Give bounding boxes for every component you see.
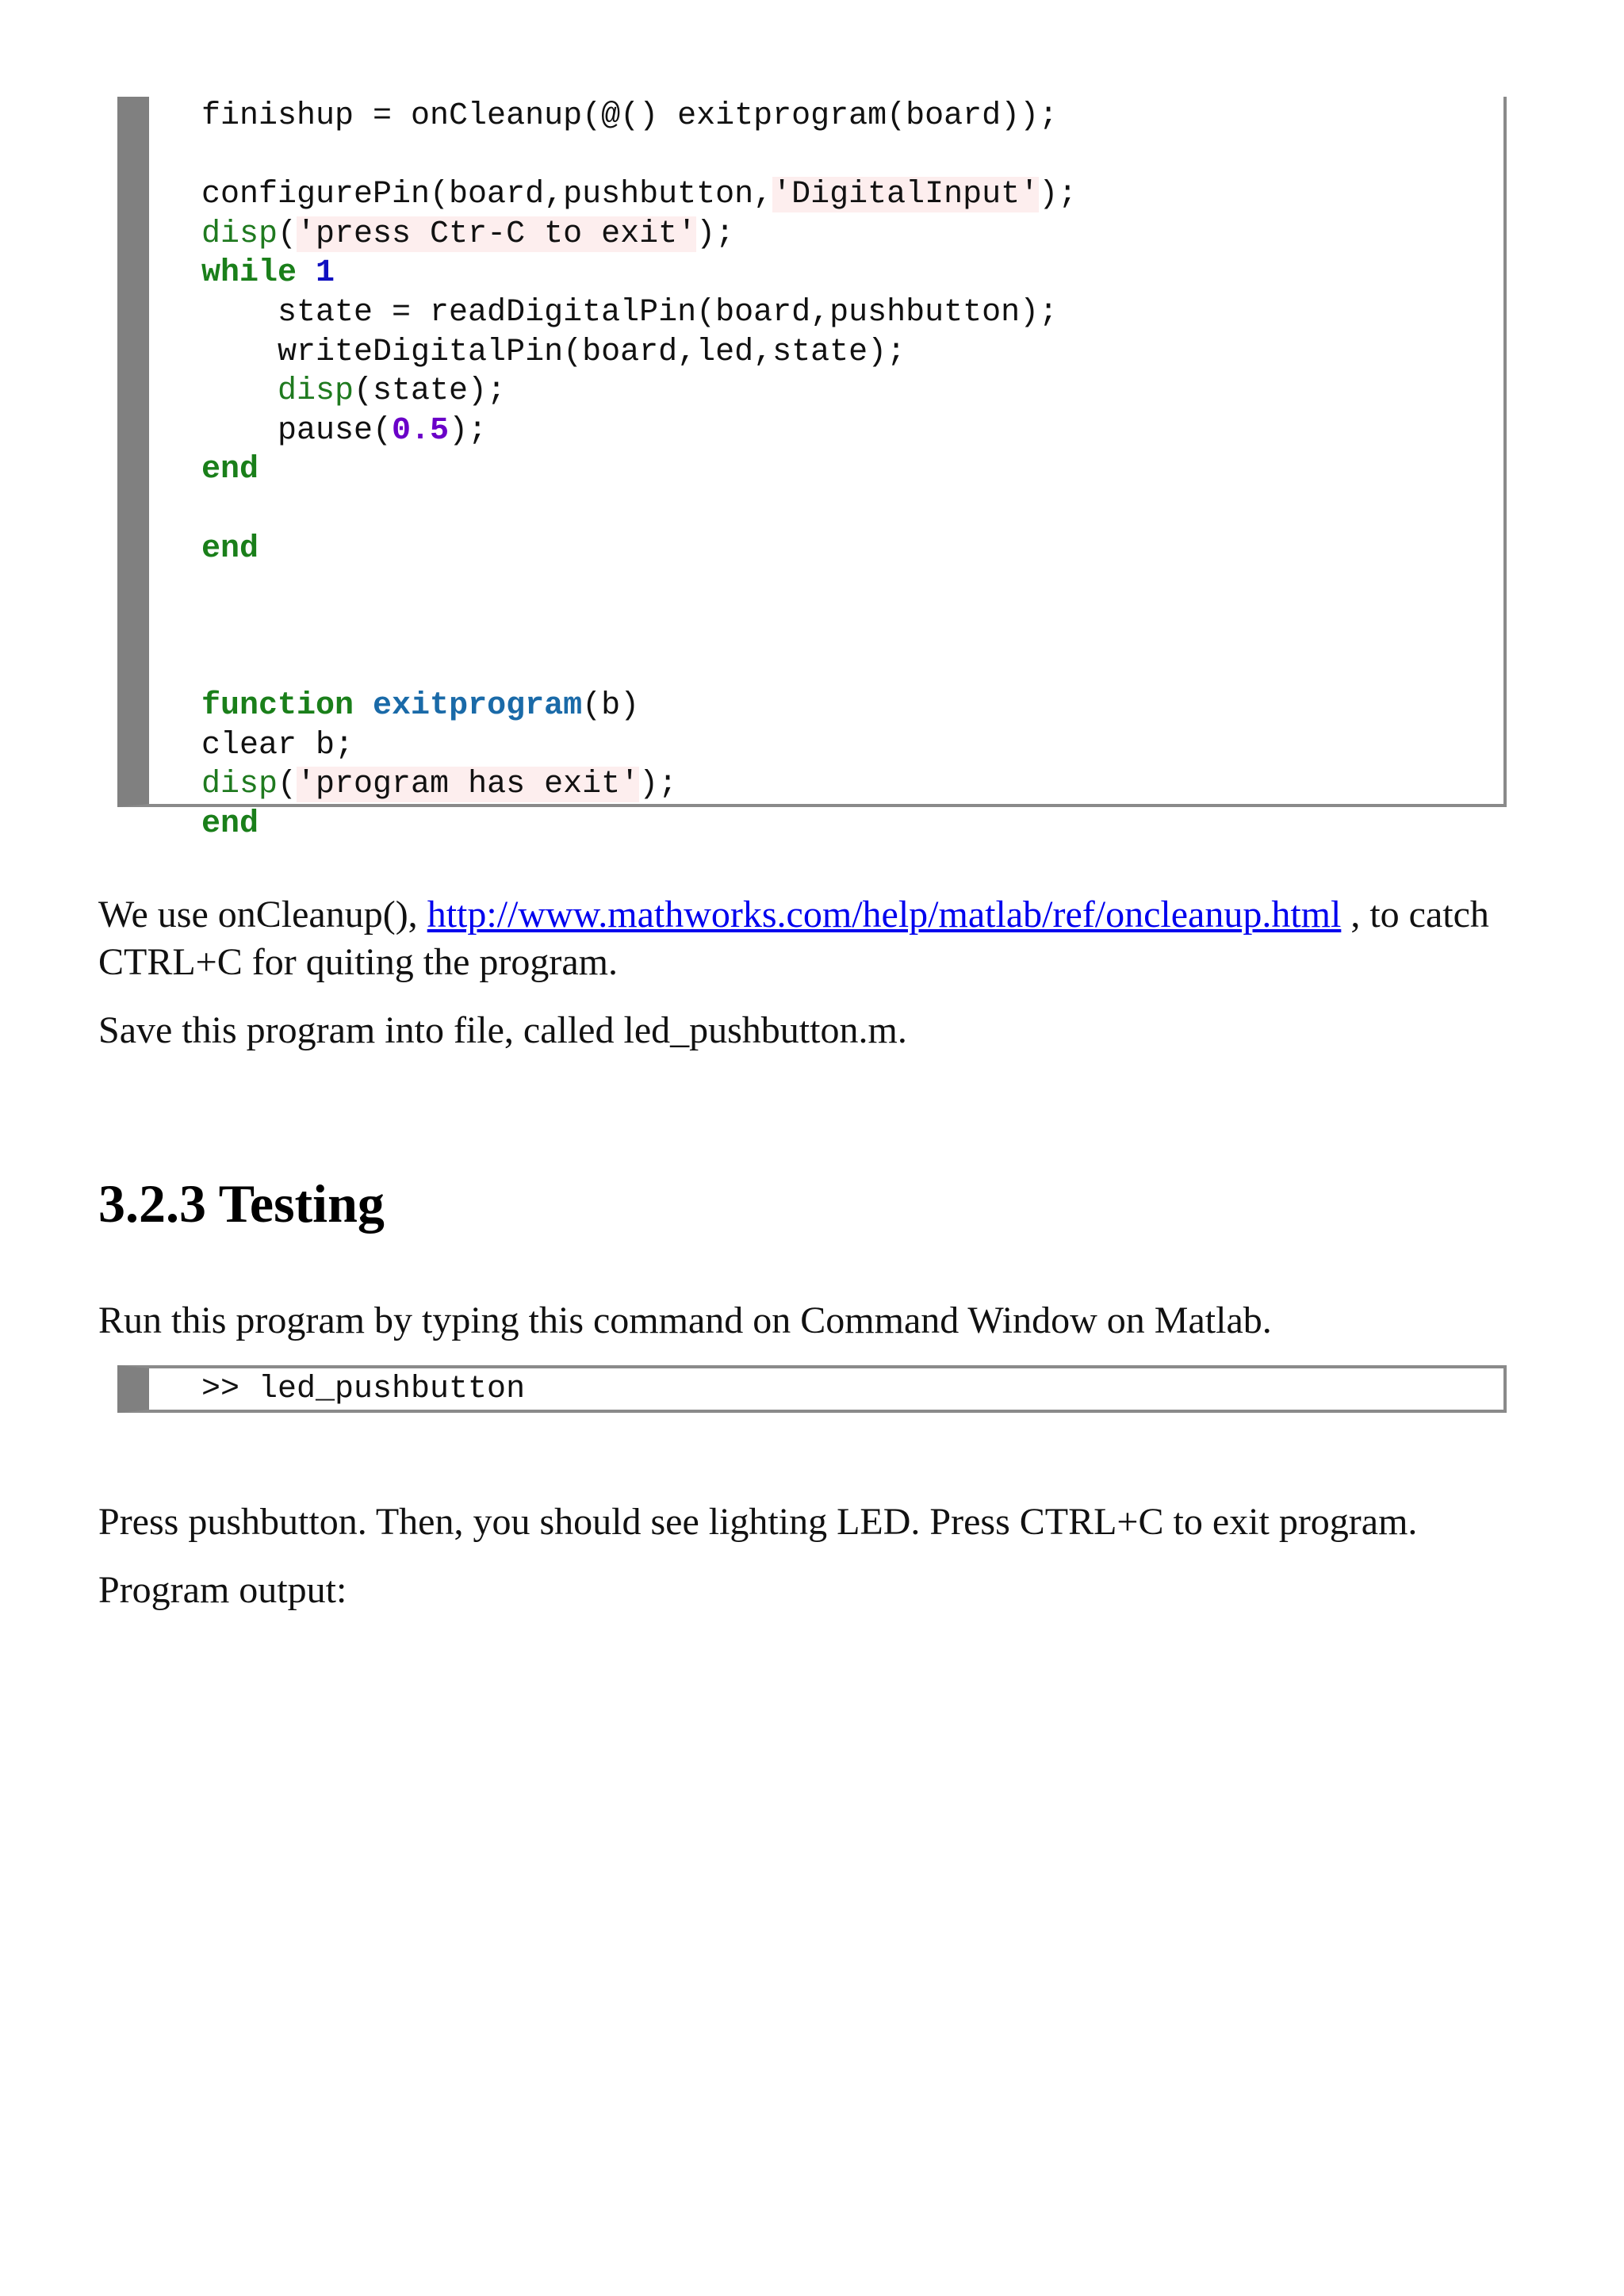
code-line: [201, 805, 1077, 844]
code-line: [201, 175, 1077, 215]
code-token: (state);: [354, 373, 507, 410]
code-line: [201, 765, 1077, 805]
code-block-command: [117, 1365, 1507, 1413]
code-token: clear b;: [201, 727, 354, 763]
code-token: end: [201, 530, 259, 567]
code-line: [201, 490, 1077, 530]
code-line: [201, 1370, 525, 1410]
code-line: [201, 215, 1077, 254]
code-line: [201, 97, 1077, 136]
command-listing: [201, 1370, 525, 1410]
code-token: [201, 373, 278, 409]
code-token: disp: [201, 767, 278, 803]
code-token: 1: [316, 255, 335, 292]
code-token: (b): [582, 687, 640, 724]
program-output-label: Program output:: [98, 1569, 347, 1611]
code-line: [201, 608, 1077, 648]
oncleanup-paragraph: [98, 891, 1526, 986]
code-token: );: [1039, 177, 1078, 213]
code-line: [201, 647, 1077, 687]
code-token: );: [696, 216, 735, 252]
oncleanup-text-after: , to catch CTRL+C for quiting the program.: [98, 894, 1489, 983]
code-line: [201, 726, 1077, 766]
code-line: [201, 372, 1077, 411]
code-token: (: [278, 216, 297, 252]
code-token: 'program has exit': [297, 767, 640, 803]
code-token: state = readDigitalPin(board,pushbutton);: [201, 294, 1059, 331]
code-token: end: [201, 806, 259, 842]
code-token: 'DigitalInput': [772, 177, 1040, 213]
save-file-paragraph: Save this program into file, called led_pushbutton.m.: [98, 1009, 907, 1051]
code-line: [201, 411, 1077, 451]
code-token: );: [639, 767, 678, 803]
code-listing: [201, 97, 1077, 844]
press-pushbutton-paragraph: Press pushbutton. Then, you should see lighting LED. Press CTRL+C to exit program.: [98, 1501, 1418, 1543]
code-token: disp: [278, 373, 354, 410]
code-token: end: [201, 452, 259, 488]
code-token: >> led_pushbutton: [201, 1372, 526, 1407]
code-token: [354, 688, 373, 724]
code-token: 0.5: [392, 412, 450, 449]
code-token: writeDigitalPin(board,led,state);: [201, 334, 906, 370]
code-token: finishup = onCleanup(@() exitprogram(board));: [201, 98, 1059, 134]
code-block-led-pushbutton: [117, 97, 1507, 842]
code-token: [297, 255, 316, 291]
code-token: exitprogram: [373, 687, 583, 724]
run-program-paragraph: Run this program by typing this command on Command Window on Matlab.: [98, 1299, 1272, 1341]
code-token: 'press Ctr-C to exit': [297, 216, 697, 252]
code-line: [201, 687, 1077, 726]
code-line: [201, 568, 1077, 608]
code-token: configurePin(board,pushbutton,: [201, 177, 773, 213]
code-token: );: [449, 412, 488, 449]
code-token: function: [201, 687, 354, 724]
code-line: [201, 450, 1077, 490]
code-line: [201, 333, 1077, 373]
code-token: (: [278, 767, 297, 803]
oncleanup-text-before: We use onCleanup(),: [98, 894, 427, 936]
code-token: while: [201, 255, 297, 292]
section-heading-testing: 3.2.3 Testing: [98, 1173, 385, 1234]
code-line: [201, 254, 1077, 293]
oncleanup-doc-link[interactable]: http://www.mathworks.com/help/matlab/ref/oncleanup.html: [427, 894, 1342, 936]
code-line: [201, 293, 1077, 333]
code-line: [201, 136, 1077, 176]
code-token: pause(: [201, 412, 393, 449]
code-line: [201, 530, 1077, 569]
code-token: disp: [201, 216, 278, 252]
